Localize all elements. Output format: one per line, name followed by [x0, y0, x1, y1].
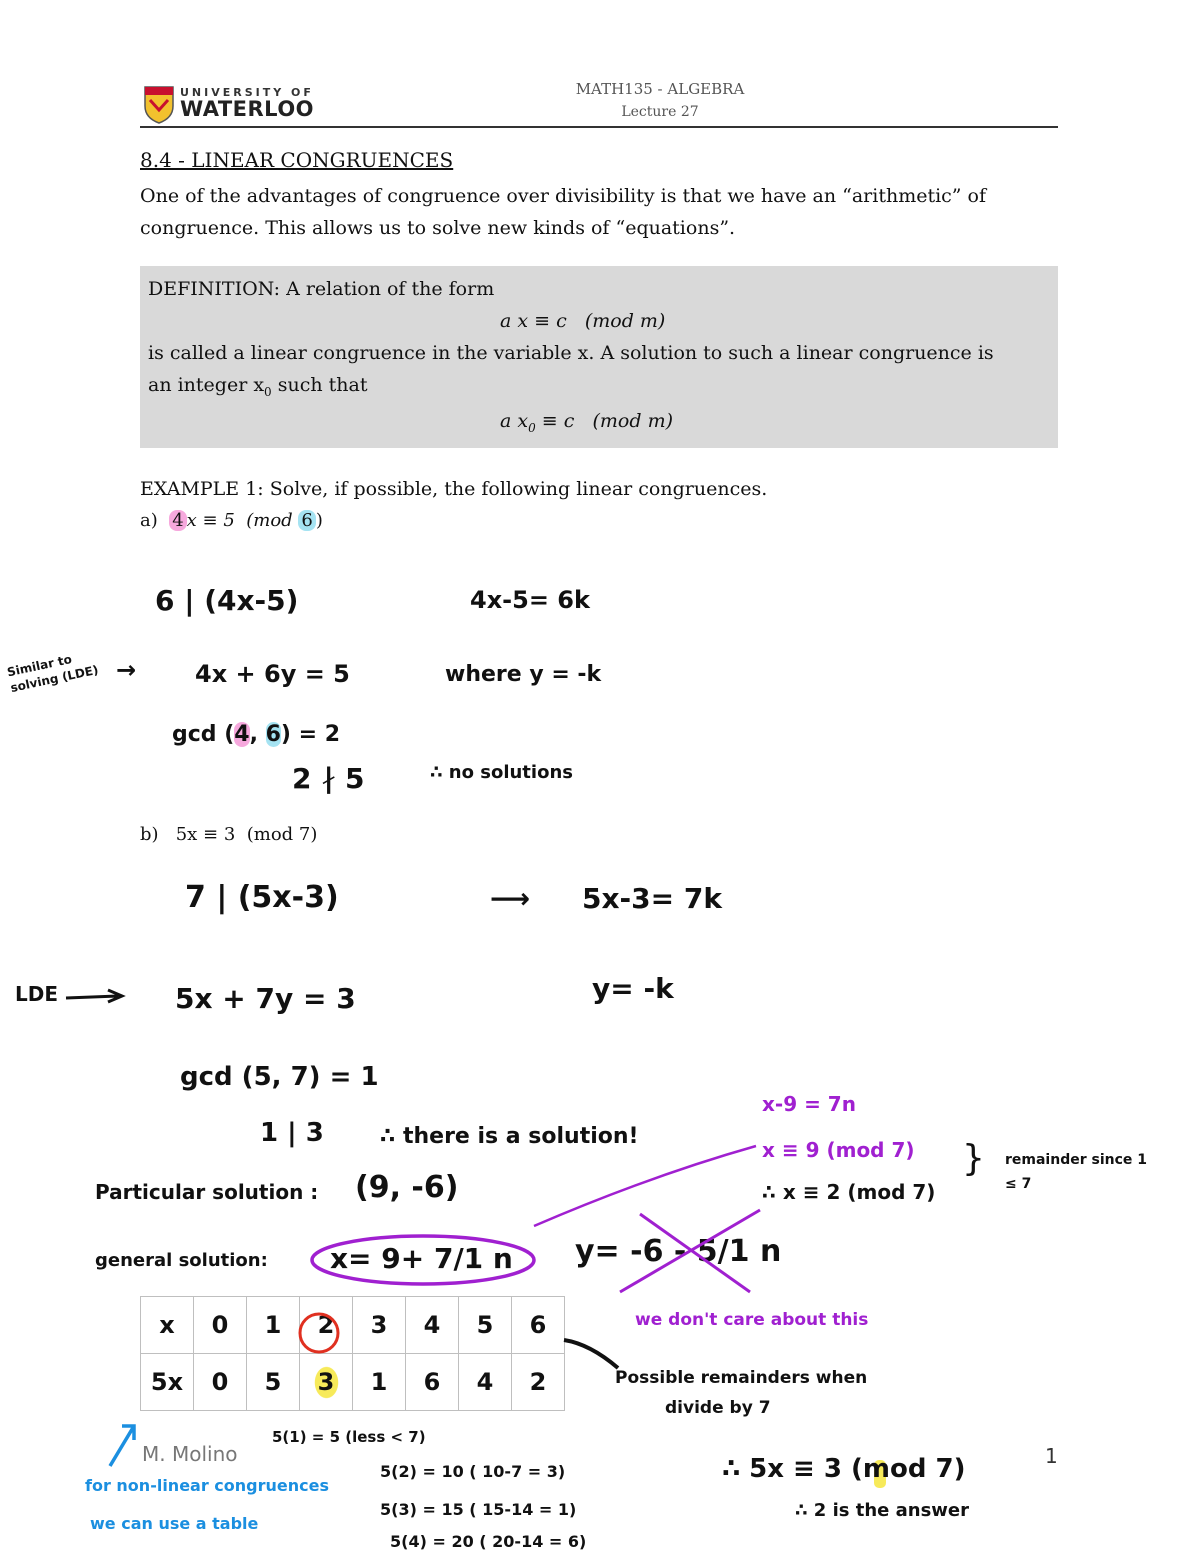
hw-a-conclusion: ∴ no solutions — [430, 762, 573, 783]
part-b: b) 5x ≡ 3 (mod 7) — [140, 824, 318, 845]
hw-b-general-x: x= 9+ 7/1 n — [330, 1242, 513, 1275]
hw-b-lde: 5x + 7y = 3 — [175, 982, 356, 1015]
general-x-circle-icon — [308, 1232, 538, 1288]
waterloo-shield-icon — [144, 86, 174, 124]
table-row — [141, 1354, 565, 1411]
intro-paragraph — [140, 180, 1065, 244]
part-a — [140, 510, 323, 531]
hw-b-y-substitution: y= -k — [592, 972, 674, 1005]
hw-a-arrow: → — [116, 656, 137, 684]
hw-b-calc-1: 5(2) = 10 ( 10-7 = 3) — [380, 1462, 566, 1481]
gcd-close: ) = 2 — [280, 722, 341, 747]
header-divider — [140, 126, 1058, 128]
formula2-post: ≡ c (mod m) — [535, 410, 673, 432]
hw-b-particular-value: (9, -6) — [355, 1170, 459, 1205]
table-header-cell: 4 — [406, 1297, 459, 1354]
purple-connector-icon — [530, 1140, 760, 1230]
section-title: 8.4 - LINEAR CONGRUENCES — [140, 148, 454, 172]
table-header-cell: 2 — [300, 1297, 353, 1354]
course-title: MATH135 - ALGEBRA — [575, 80, 745, 98]
def-integer-text: an integer x — [148, 374, 265, 396]
hw-b-purple-1: x-9 = 7n — [762, 1092, 856, 1116]
hw-b-general-label: general solution: — [95, 1250, 268, 1271]
example-title: EXAMPLE 1: Solve, if possible, the following linear congruences. — [140, 478, 768, 500]
part-a-label: a) — [140, 510, 158, 531]
def-such-that: such that — [271, 374, 368, 396]
part-a-congruence: x ≡ 5 (mod — [186, 510, 299, 531]
gcd-open: gcd ( — [172, 722, 235, 747]
hw-b-mod-result: ∴ x ≡ 2 (mod 7) — [762, 1180, 936, 1204]
hw-b-divides: 1 | 3 — [260, 1118, 324, 1148]
table-header-cell: 3 — [353, 1297, 406, 1354]
hw-b-purple-2: x ≡ 9 (mod 7) — [762, 1138, 915, 1162]
hw-a-where: where y = -k — [445, 662, 602, 687]
hw-b-possible: Possible remainders when — [615, 1368, 868, 1388]
hw-b-final-answer: ∴ 2 is the answer — [795, 1500, 970, 1521]
table-header-cell: x — [141, 1297, 194, 1354]
formula2-pre: a x — [500, 410, 529, 432]
circled-two-icon — [296, 1310, 342, 1356]
table-header-cell: 0 — [194, 1297, 247, 1354]
hw-b-gcd: gcd (5, 7) = 1 — [180, 1062, 379, 1092]
hw-a-equation: 4x-5= 6k — [470, 586, 590, 614]
hw-b-general-y: y= -6 - 5/1 n — [575, 1234, 782, 1269]
hw-a-lde: 4x + 6y = 5 — [195, 660, 350, 688]
definition-formula-1: a x ≡ c (mod m) — [500, 310, 666, 332]
gcd-four: 4 — [234, 722, 250, 747]
table-cell: 3 — [300, 1354, 353, 1411]
part-a-close: ) — [315, 510, 323, 531]
hw-b-remainder-note: remainder since 1 ≤ 7 — [1005, 1152, 1148, 1192]
hw-b-calc-2: 5(3) = 15 ( 15-14 = 1) — [380, 1500, 577, 1519]
table-pointer-icon — [560, 1336, 622, 1374]
table-cell: 5 — [247, 1354, 300, 1411]
hw-b-dont-care: we don't care about this — [635, 1310, 869, 1330]
gcd-comma: , — [249, 722, 258, 747]
logo-university-of: UNIVERSITY OF — [180, 86, 314, 99]
hw-b-particular-label: Particular solution : — [95, 1180, 319, 1204]
blue-arrow-icon — [104, 1420, 140, 1470]
hw-a-gcd — [172, 722, 340, 747]
table-cell: 1 — [353, 1354, 406, 1411]
table-cell: 0 — [194, 1354, 247, 1411]
table-header-cell: 5 — [459, 1297, 512, 1354]
hw-b-final-congruence: ∴ 5x ≡ 3 (mod 7) — [722, 1454, 966, 1484]
hw-b-equation: 5x-3= 7k — [582, 882, 722, 915]
hw-b-divide: divide by 7 — [665, 1398, 771, 1418]
table-row — [141, 1297, 565, 1354]
table-cell: 2 — [512, 1354, 565, 1411]
part-a-coefficient: 4 — [169, 510, 186, 531]
table-header-cell: 6 — [512, 1297, 565, 1354]
hw-b-calc-3: 5(4) = 20 ( 20-14 = 6) — [390, 1532, 587, 1551]
intro-line-2: congruence. This allows us to solve new kinds of “equations”. — [140, 217, 736, 239]
definition-line-1: DEFINITION: A relation of the form — [148, 278, 495, 300]
formula2-sub: 0 — [528, 420, 536, 435]
table-header-cell: 1 — [247, 1297, 300, 1354]
table-cell: 5x — [141, 1354, 194, 1411]
definition-formula-2 — [500, 410, 673, 435]
brace-icon: } — [962, 1138, 985, 1179]
hw-b-divisibility: 7 | (5x-3) — [185, 880, 339, 915]
hw-a-side-note: Similar to solving (LDE) — [5, 652, 100, 696]
hw-b-solution-exists: ∴ there is a solution! — [380, 1124, 639, 1149]
definition-line-3 — [148, 374, 367, 399]
lecture-label: Lecture 27 — [621, 104, 699, 120]
def-subscript: 0 — [264, 384, 272, 399]
hw-b-arrow: ⟶ — [490, 882, 531, 915]
hw-a-divisibility: 6 | (4x-5) — [155, 584, 299, 617]
definition-line-2: is called a linear congruence in the variable x. A solution to such a linear congruence is — [148, 342, 994, 364]
table-cell: 6 — [406, 1354, 459, 1411]
footer-author: M. Molino — [142, 1442, 238, 1466]
hw-a-nodiv: 2 ∤ 5 — [292, 762, 365, 795]
lde-arrow-icon — [64, 988, 126, 1004]
part-a-modulus: 6 — [298, 510, 315, 531]
gcd-six: 6 — [265, 722, 281, 747]
hw-b-blue-2: we can use a table — [90, 1514, 259, 1533]
table-cell: 4 — [459, 1354, 512, 1411]
hw-b-lde-label: LDE — [15, 982, 59, 1006]
intro-line-1: One of the advantages of congruence over divisibility is that we have an “arithmetic” of — [140, 185, 987, 207]
logo-waterloo: WATERLOO — [180, 97, 315, 121]
remainder-table — [140, 1296, 565, 1411]
page-number: 1 — [1045, 1444, 1058, 1468]
hw-b-blue-1: for non-linear congruences — [85, 1476, 329, 1495]
hw-b-calc-0: 5(1) = 5 (less < 7) — [272, 1428, 426, 1446]
